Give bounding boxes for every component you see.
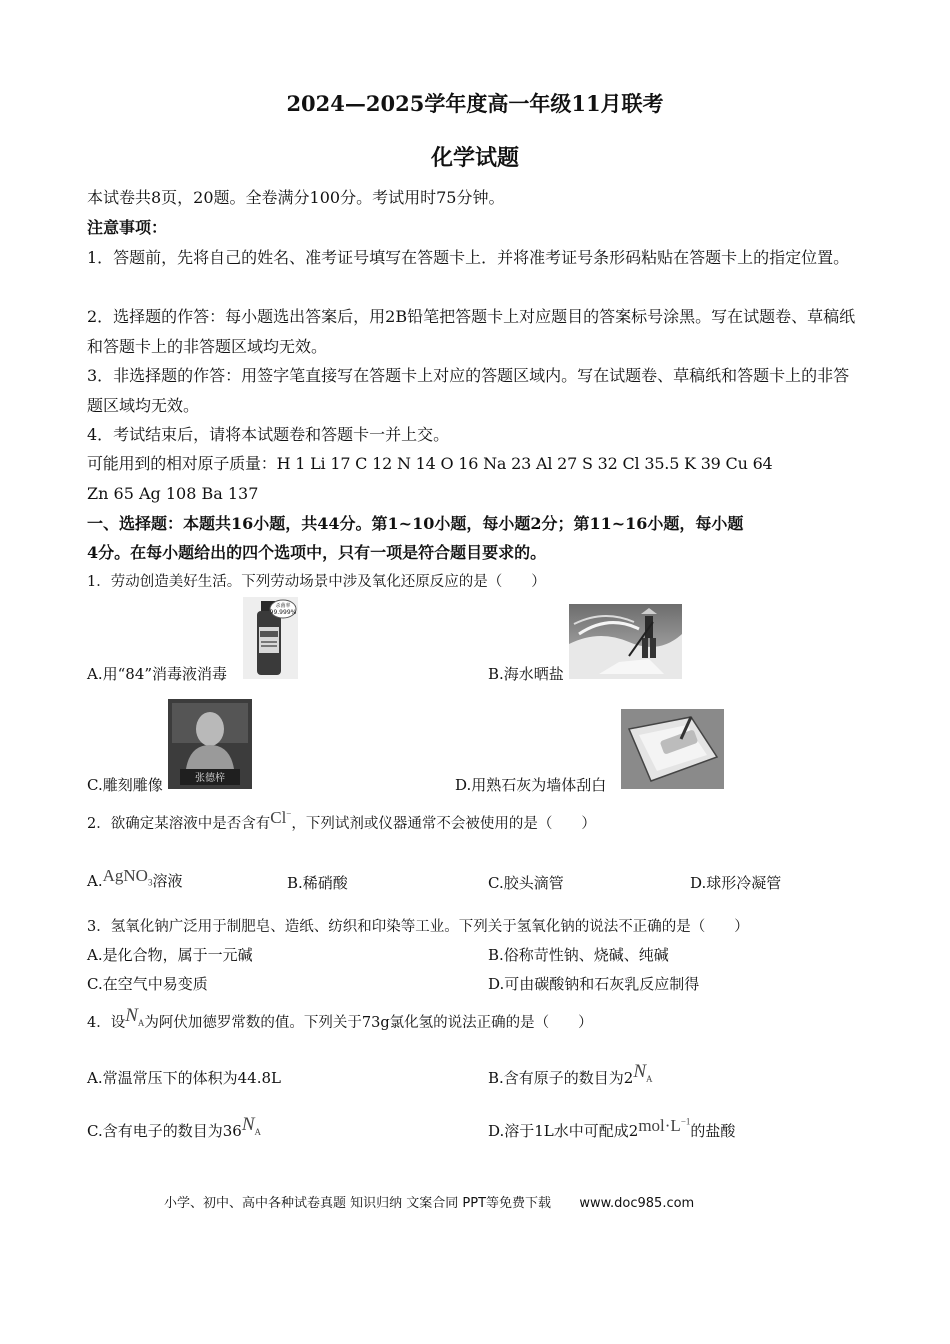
q2-option-d: D.球形冷凝管 bbox=[690, 874, 782, 892]
statue-plaque-text: 张德梓 bbox=[195, 773, 225, 784]
molarity-unit: $mol\cdot L^{-1}$ bbox=[638, 1116, 691, 1135]
atomic-masses-line1: 可能用到的相对原子质量：H 1 Li 17 C 12 N 14 O 16 Na 23 Al 27 S 32 Cl 35.5 K 39 Cu 64 bbox=[87, 454, 773, 473]
section-heading-line2: 4分。在每小题给出的四个选项中，只有一项是符合题目要求的。 bbox=[87, 543, 547, 562]
avogadro-symbol: $N_A$ bbox=[241, 1114, 261, 1137]
exam-title: 2024—2025学年度高一年级11月联考 bbox=[286, 91, 664, 116]
disinfectant-bottle-image bbox=[243, 597, 298, 679]
q1-option-b: B.海水晒盐 bbox=[488, 665, 564, 683]
q1-option-a: A.用“84”消毒液消毒 bbox=[87, 665, 228, 683]
q4-option-c: C.含有电子的数目为$36N_A$ bbox=[87, 1114, 261, 1140]
q3-option-c: C.在空气中易变质 bbox=[87, 975, 208, 993]
q2-option-a: A.AgNO$_3$溶液 bbox=[87, 866, 183, 890]
q4-stem: 4．设$N_A$为阿伏加德罗常数的值。下列关于73g氯化氢的说法正确的是（ ） bbox=[87, 1005, 593, 1031]
q3-stem: 3．氢氧化钠广泛用于制肥皂、造纸、纺织和印染等工业。下列关于氢氧化钠的说法不正确的是（ ） bbox=[87, 919, 749, 935]
q4-option-d: D.溶于1L水中可配成$2mol\cdot L^{-1}$的盐酸 bbox=[488, 1116, 736, 1140]
silver-nitrate-formula: AgNO$_3$ bbox=[102, 866, 153, 888]
whitewash-image bbox=[621, 709, 724, 789]
avogadro-symbol: $N_A$ bbox=[633, 1061, 653, 1084]
q2-stem: 2．欲确定某溶液中是否含有Cl−，下列试剂或仪器通常不会被使用的是（ ） bbox=[87, 808, 596, 832]
footer-site-link[interactable]: www.doc985.com bbox=[579, 1196, 695, 1211]
atomic-masses-line2: Zn 65 Ag 108 Ba 137 bbox=[87, 484, 259, 503]
q1-option-d: D.用熟石灰为墙体刮白 bbox=[455, 776, 607, 794]
q1-stem: 1．劳动创造美好生活。下列劳动场景中涉及氧化还原反应的是（ ） bbox=[87, 574, 546, 590]
notice-item-3: 3．非选择题的作答：用签字笔直接写在答题卡上对应的答题区域内。写在试题卷、草稿纸和答题卡上的非答题区域均无效。 bbox=[87, 366, 850, 415]
q4-option-b: B.含有原子的数目为$2N_A$ bbox=[488, 1061, 653, 1087]
bottle-badge-text: 杀菌率 bbox=[275, 603, 291, 609]
statue-image bbox=[168, 699, 252, 789]
subject-title: 化学试题 bbox=[430, 145, 519, 171]
q3-option-d: D.可由碳酸钠和石灰乳反应制得 bbox=[488, 975, 700, 993]
q1-option-c: C.雕刻雕像 bbox=[87, 776, 163, 794]
bottle-percent-text: 99.999% bbox=[269, 609, 297, 616]
q4-option-a: A.常温常压下的体积为44.8L bbox=[87, 1069, 281, 1087]
q2-option-c: C.胶头滴管 bbox=[488, 874, 564, 892]
notice-item-1: 1．答题前，先将自己的姓名、准考证号填写在答题卡上．并将准考证号条形码粘贴在答题卡上的指定位置。 bbox=[87, 248, 850, 267]
salt-field-image bbox=[569, 604, 682, 679]
footer-text: 小学、初中、高中各种试卷真题 知识归纳 文案合同 PPT等免费下载 bbox=[164, 1196, 552, 1211]
notice-item-4: 4．考试结束后，请将本试题卷和答题卡一并上交。 bbox=[87, 425, 450, 444]
notice-heading: 注意事项： bbox=[87, 218, 168, 237]
q3-option-b: B.俗称苛性钠、烧碱、纯碱 bbox=[488, 946, 669, 964]
intro-text: 本试卷共8页，20题。全卷满分100分。考试用时75分钟。 bbox=[87, 188, 505, 207]
notice-item-2: 2．选择题的作答：每小题选出答案后，用2B铅笔把答题卡上对应题目的答案标号涂黑。写在试题卷、草稿纸和答题卡上的非答题区域均无效。 bbox=[87, 307, 856, 356]
chloride-ion: Cl− bbox=[270, 808, 292, 827]
footer bbox=[164, 1192, 694, 1211]
avogadro-symbol: $N_A$ bbox=[125, 1005, 145, 1028]
section-heading-line1: 一、选择题：本题共16小题，共44分。第1~10小题，每小题2分；第11~16小题，每小题 bbox=[87, 514, 744, 533]
q2-option-b: B.稀硝酸 bbox=[287, 874, 348, 892]
q3-option-a: A.是化合物，属于一元碱 bbox=[87, 946, 253, 964]
